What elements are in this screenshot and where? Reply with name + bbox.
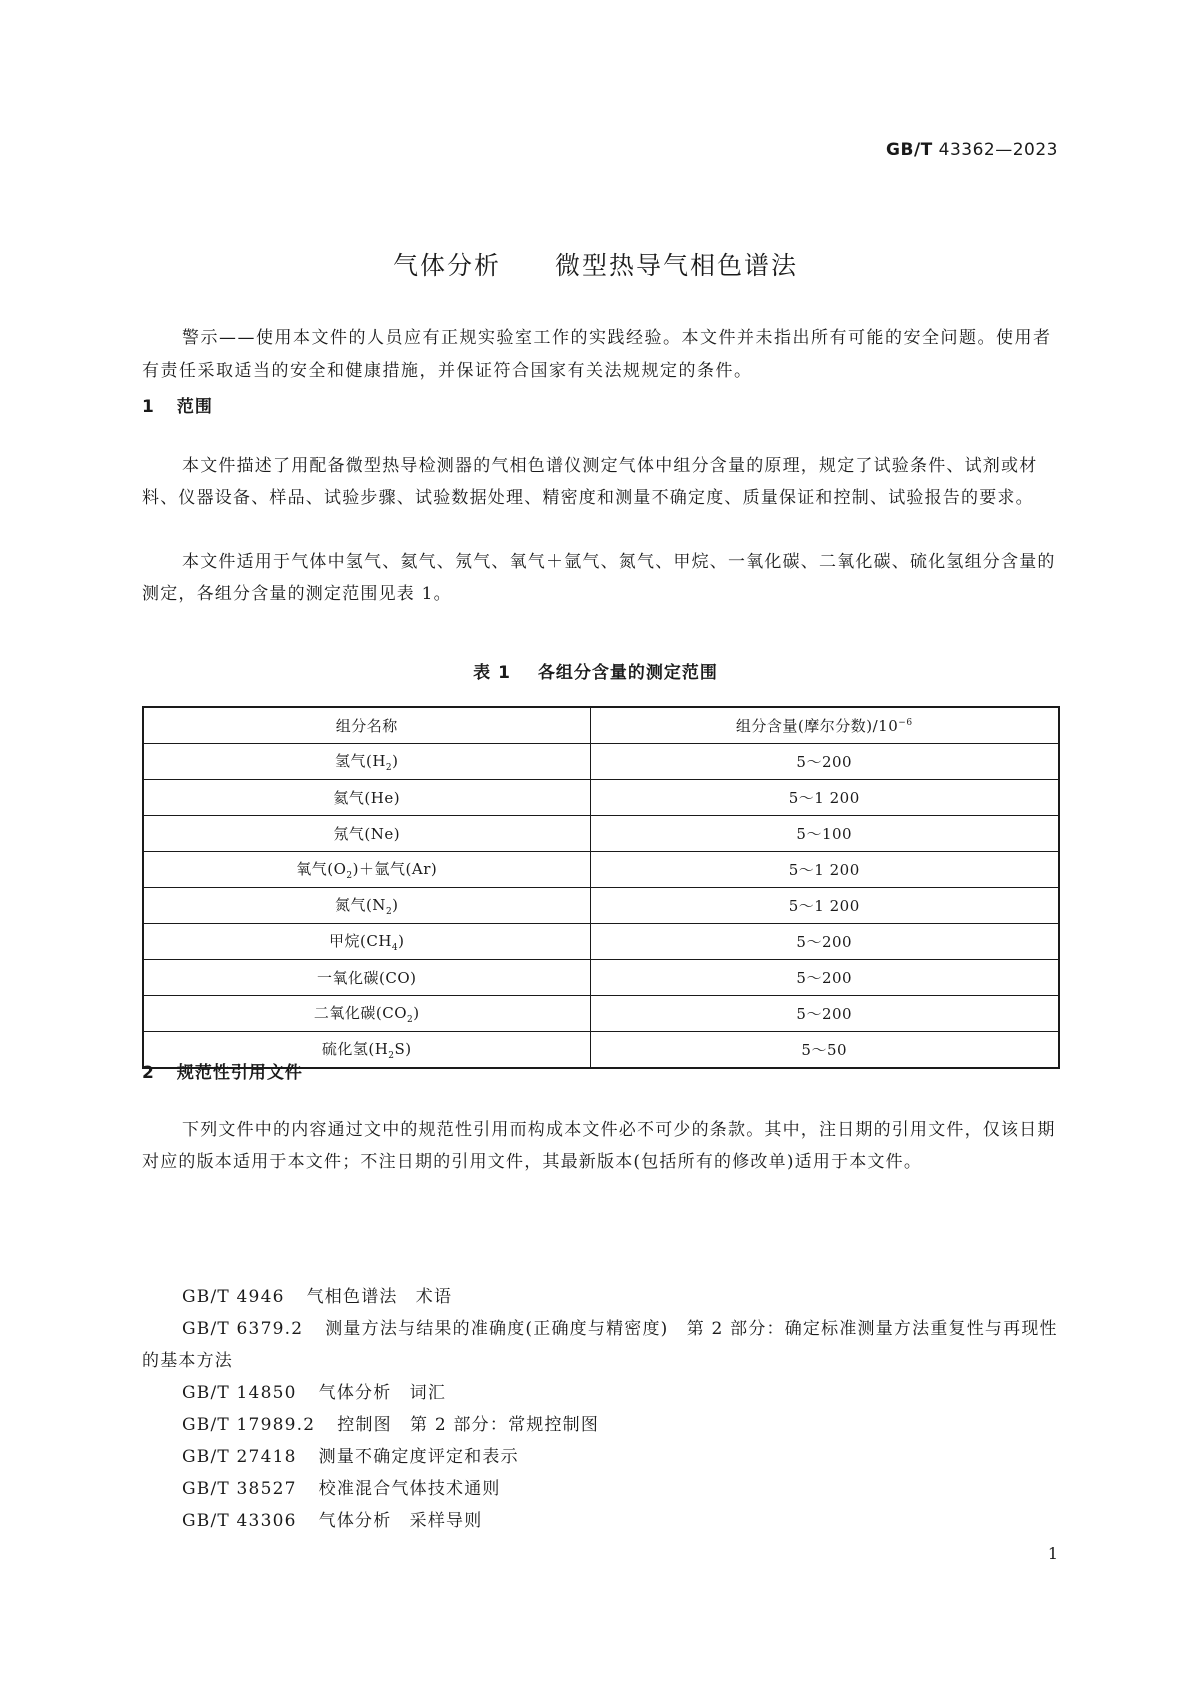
scope-paragraph-1: 本文件描述了用配备微型热导检测器的气相色谱仪测定气体中组分含量的原理，规定了试验条件、试剂或材料、仪器设备、样品、试验步骤、试验数据处理、精密度和测量不确定度、质量保证和控制、试验报告的要求。 bbox=[142, 456, 1038, 508]
reference-code: GB/T 38527 bbox=[182, 1479, 297, 1499]
formula-subscript: 2 bbox=[346, 871, 353, 881]
reference-code: GB/T 14850 bbox=[182, 1383, 297, 1403]
reference-title: 气体分析 采样导则 bbox=[318, 1511, 483, 1531]
reference-title: 控制图 第 2 部分：常规控制图 bbox=[337, 1415, 600, 1435]
reference-code: GB/T 17989.2 bbox=[182, 1415, 316, 1435]
component-name-text: 氦气(He) bbox=[333, 789, 401, 807]
reference-title: 测量方法与结果的准确度(正确度与精密度) 第 2 部分：确定标准测量方法重复性与再现性的基本方法 bbox=[142, 1319, 1058, 1371]
component-name-text: 甲烷(CH bbox=[328, 932, 392, 950]
standard-number-header bbox=[886, 140, 1058, 160]
component-name-suffix: ) bbox=[398, 932, 405, 950]
component-name-cell bbox=[143, 888, 590, 924]
reference-title: 测量不确定度评定和表示 bbox=[318, 1447, 519, 1467]
content-range-cell: 5～200 bbox=[590, 996, 1059, 1032]
measurement-range-table bbox=[142, 706, 1060, 1069]
reference-code: GB/T 6379.2 bbox=[182, 1319, 304, 1339]
table-1-caption bbox=[0, 658, 1191, 683]
formula-subscript: 2 bbox=[385, 907, 393, 917]
reference-item bbox=[142, 1313, 1060, 1377]
references-intro: 下列文件中的内容通过文中的规范性引用而构成本文件必不可少的条款。其中，注日期的引用文件，仅该日期对应的版本适用于本文件；不注日期的引用文件，其最新版本(包括所有的修改单)适用于本文件。 bbox=[142, 1120, 1056, 1172]
component-name-cell bbox=[143, 852, 590, 888]
reference-item bbox=[142, 1377, 1060, 1409]
component-name-cell bbox=[143, 816, 590, 852]
reference-title: 气体分析 词汇 bbox=[318, 1383, 447, 1403]
component-name-suffix: ) bbox=[392, 896, 399, 914]
table-row bbox=[143, 960, 1059, 996]
reference-title: 气相色谱法 术语 bbox=[306, 1287, 453, 1307]
content-range-cell: 5～200 bbox=[590, 924, 1059, 960]
component-name-text: 氢气(H bbox=[334, 752, 386, 770]
reference-item bbox=[142, 1473, 1060, 1505]
reference-code: GB/T 43306 bbox=[182, 1511, 297, 1531]
component-name-text: 硫化氢(H bbox=[321, 1040, 389, 1058]
table-row bbox=[143, 744, 1059, 780]
component-name-cell bbox=[143, 996, 590, 1032]
table-body bbox=[143, 744, 1059, 1069]
formula-subscript: 2 bbox=[388, 1051, 395, 1061]
reference-item bbox=[142, 1281, 1060, 1313]
table-row bbox=[143, 780, 1059, 816]
component-name-cell bbox=[143, 780, 590, 816]
section-1-title: 范围 bbox=[176, 397, 213, 417]
component-name-text: 二氧化碳(CO bbox=[313, 1004, 408, 1022]
component-name-suffix: S) bbox=[394, 1040, 412, 1058]
header-content-label: 组分含量(摩尔分数)/10 bbox=[735, 717, 899, 735]
section-2-number: 2 bbox=[142, 1063, 155, 1083]
title-part-1: 气体分析 bbox=[393, 251, 502, 280]
reference-item bbox=[142, 1505, 1060, 1537]
formula-subscript: 2 bbox=[407, 1015, 414, 1025]
component-name-text: 氮气(N bbox=[334, 896, 386, 914]
table-row bbox=[143, 924, 1059, 960]
content-range-cell: 5～200 bbox=[590, 744, 1059, 780]
table-1-title: 各组分含量的测定范围 bbox=[537, 663, 718, 683]
section-2-heading bbox=[142, 1058, 303, 1083]
table-row bbox=[143, 888, 1059, 924]
header-component-name: 组分名称 bbox=[143, 707, 590, 744]
reference-list bbox=[142, 1281, 1060, 1537]
table-header-row bbox=[143, 707, 1059, 744]
title-part-2: 微型热导气相色谱法 bbox=[554, 251, 798, 280]
reference-code: GB/T 4946 bbox=[182, 1287, 285, 1307]
component-name-text: 氖气(Ne) bbox=[333, 825, 401, 843]
component-name-cell bbox=[143, 744, 590, 780]
component-name-text: 一氧化碳(CO) bbox=[317, 969, 417, 987]
header-content-exponent: −6 bbox=[898, 718, 913, 728]
table-row bbox=[143, 816, 1059, 852]
standard-number: 43362—2023 bbox=[938, 140, 1058, 160]
reference-item bbox=[142, 1409, 1060, 1441]
reference-title: 校准混合气体技术通则 bbox=[318, 1479, 501, 1499]
component-name-suffix: ) bbox=[413, 1004, 420, 1022]
scope-paragraph-2: 本文件适用于气体中氢气、氦气、氖气、氧气＋氩气、氮气、甲烷、一氧化碳、二氧化碳、硫化氢组分含量的测定，各组分含量的测定范围见表 1。 bbox=[142, 552, 1056, 604]
document-title bbox=[0, 246, 1191, 282]
section-2-title: 规范性引用文件 bbox=[176, 1063, 303, 1083]
page-number: 1 bbox=[1047, 1544, 1058, 1563]
section-1-heading bbox=[142, 392, 213, 417]
reference-item bbox=[142, 1441, 1060, 1473]
safety-warning: 警示——使用本文件的人员应有正规实验室工作的实践经验。本文件并未指出所有可能的安全问题。使用者有责任采取适当的安全和健康措施，并保证符合国家有关法规规定的条件。 bbox=[142, 328, 1052, 381]
content-range-cell: 5～1 200 bbox=[590, 780, 1059, 816]
content-range-cell: 5～1 200 bbox=[590, 888, 1059, 924]
content-range-cell: 5～200 bbox=[590, 960, 1059, 996]
section-1-number: 1 bbox=[142, 397, 155, 417]
component-name-text: 氧气(O bbox=[296, 860, 347, 878]
content-range-cell: 5～100 bbox=[590, 816, 1059, 852]
standard-prefix: GB/T bbox=[886, 140, 933, 160]
header-content-range bbox=[590, 707, 1059, 744]
table-row bbox=[143, 996, 1059, 1032]
component-name-cell bbox=[143, 924, 590, 960]
formula-subscript: 2 bbox=[385, 763, 393, 773]
table-row bbox=[143, 852, 1059, 888]
component-name-suffix: ) bbox=[392, 752, 399, 770]
component-name-cell bbox=[143, 960, 590, 996]
reference-code: GB/T 27418 bbox=[182, 1447, 297, 1467]
content-range-cell: 5～1 200 bbox=[590, 852, 1059, 888]
table-1-number: 表 1 bbox=[473, 663, 511, 683]
component-name-suffix: )＋氩气(Ar) bbox=[352, 860, 438, 878]
content-range-cell: 5～50 bbox=[590, 1032, 1059, 1069]
formula-subscript: 4 bbox=[391, 943, 399, 953]
